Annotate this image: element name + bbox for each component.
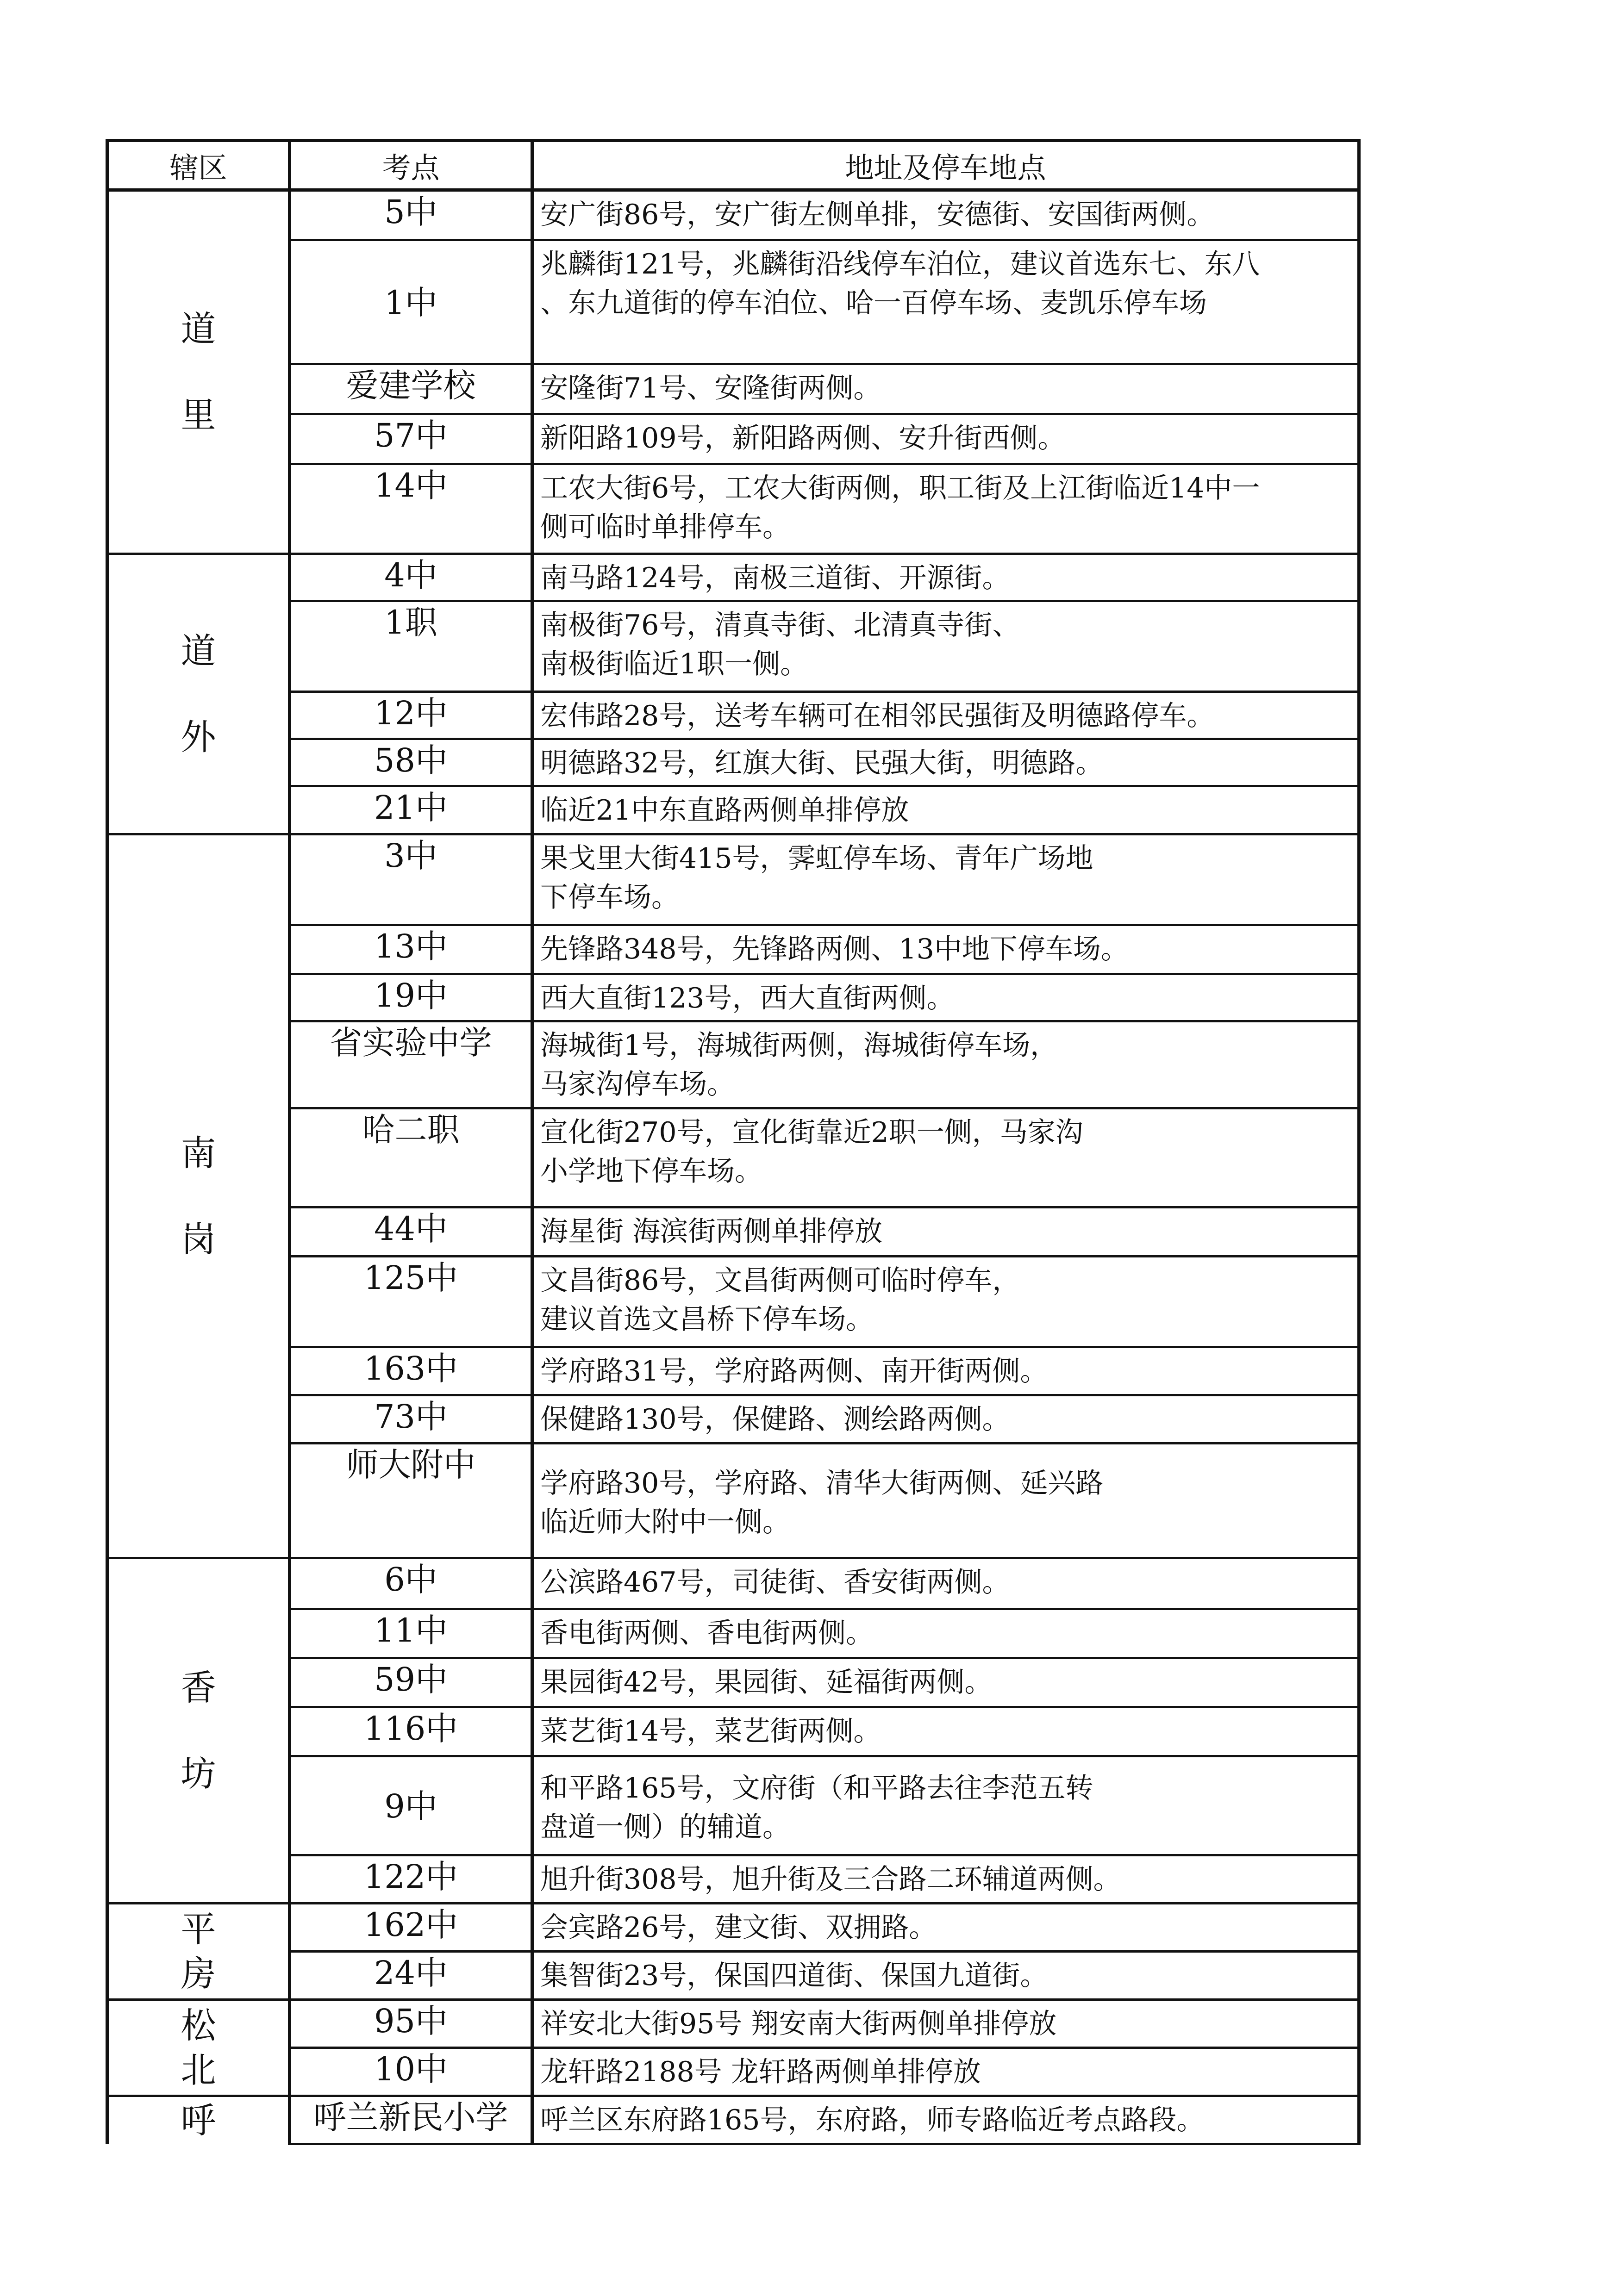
exam-site-cell: 73中 [290,1395,532,1444]
address-line: 南马路124号，南极三道街、开源街。 [540,562,1010,594]
header-row [107,141,1359,190]
header-exam-site: 考点 [290,141,532,190]
address-cell [532,2000,1359,2048]
table-row [107,601,1359,692]
address-cell [532,1658,1359,1707]
exam-site-cell: 11中 [290,1609,532,1658]
district-char: 呼 [181,2099,216,2141]
exam-site-cell: 44中 [290,1207,532,1257]
exam-site-cell: 59中 [290,1658,532,1707]
address-line: 临近21中东直路两侧单排停放 [540,794,909,827]
exam-site-cell: 6中 [290,1558,532,1609]
district-cell [107,1904,290,2000]
address-line: 侧可临时单排停车。 [540,511,790,543]
address-cell [532,1347,1359,1395]
table-row [107,786,1359,834]
address-line: 菜艺街14号，菜艺街两侧。 [540,1715,881,1748]
district-cell [107,554,290,834]
district-char: 岗 [181,1218,216,1260]
district-char: 平 [181,1908,216,1950]
address-line: 先锋路348号，先锋路两侧、13中地下停车场。 [540,933,1129,965]
address-cell [532,554,1359,601]
district-char: 香 [181,1667,216,1708]
table-row [107,974,1359,1021]
district-char: 外 [181,716,216,758]
table-row [107,1444,1359,1558]
table-row [107,692,1359,739]
district-char: 道 [181,308,216,349]
header-address-parking: 地址及停车地点 [532,141,1359,190]
address-line: 旭升街308号，旭升街及三合路二环辅道两侧。 [540,1863,1121,1896]
address-line: 小学地下停车场。 [540,1155,762,1188]
table-row [107,1021,1359,1108]
exam-site-cell: 爱建学校 [290,364,532,414]
exam-site-cell: 1职 [290,601,532,692]
address-cell [532,1108,1359,1207]
address-line: 呼兰区东府路165号，东府路，师专路临近考点路段。 [540,2104,1205,2136]
table-row [107,1108,1359,1207]
address-line: 龙轩路2188号 龙轩路两侧单排停放 [540,2056,981,2088]
address-line: 建议首选文昌桥下停车场。 [540,1303,874,1336]
address-line: 果园街42号，果园街、延福街两侧。 [540,1666,993,1699]
address-line: 学府路31号，学府路两侧、南开街两侧。 [540,1355,1048,1388]
district-cell [107,2000,290,2096]
exam-site-cell: 163中 [290,1347,532,1395]
address-cell [532,1707,1359,1756]
exam-site-cell: 57中 [290,414,532,464]
address-line: 保健路130号，保健路、测绘路两侧。 [540,1403,1010,1436]
header-district: 辖区 [107,141,290,190]
exam-site-cell: 13中 [290,925,532,974]
table-row [107,240,1359,364]
address-line: 祥安北大街95号 翔安南大街两侧单排停放 [540,2008,1057,2040]
exam-site-cell: 21中 [290,786,532,834]
table-row [107,1558,1359,1609]
table-row [107,464,1359,554]
address-line: 下停车场。 [540,881,679,914]
district-cell [107,190,290,554]
address-cell [532,464,1359,554]
address-cell [532,1207,1359,1257]
address-cell [532,1395,1359,1444]
address-line: 海星街 海滨街两侧单排停放 [540,1215,883,1248]
address-cell [532,925,1359,974]
address-cell [532,1257,1359,1347]
table-row [107,834,1359,925]
address-cell [532,974,1359,1021]
address-line: 安广街86号，安广街左侧单排，安德街、安国街两侧。 [540,199,1215,231]
district-char: 道 [181,630,216,672]
exam-site-table [106,139,1361,2145]
table-row [107,1257,1359,1347]
table-row [107,2096,1359,2144]
address-cell [532,834,1359,925]
address-line: 宣化街270号，宣化街靠近2职一侧，马家沟 [540,1116,1083,1149]
exam-site-cell: 162中 [290,1904,532,1952]
table-row [107,1395,1359,1444]
district-char: 房 [181,1953,216,1994]
address-cell [532,1952,1359,2000]
address-line: 临近师大附中一侧。 [540,1506,790,1538]
address-cell [532,414,1359,464]
table-row [107,1658,1359,1707]
address-line: 海城街1号，海城街两侧，海城街停车场， [540,1029,1058,1062]
address-cell [532,1904,1359,1952]
address-cell [532,1444,1359,1558]
address-line: 安隆街71号、安隆街两侧。 [540,372,881,404]
exam-site-cell: 125中 [290,1257,532,1347]
table-row [107,1904,1359,1952]
exam-site-cell: 3中 [290,834,532,925]
address-cell [532,1558,1359,1609]
exam-site-cell: 12中 [290,692,532,739]
address-line: 西大直街123号，西大直街两侧。 [540,982,955,1014]
address-line: 果戈里大街415号，霁虹停车场、青年广场地 [540,842,1093,875]
exam-site-cell: 24中 [290,1952,532,2000]
address-line: 和平路165号，文府街（和平路去往李范五转 [540,1772,1093,1804]
table-body [107,190,1359,2144]
address-cell [532,2048,1359,2096]
address-cell [532,1021,1359,1108]
address-cell [532,364,1359,414]
table-row [107,925,1359,974]
address-line: 宏伟路28号，送考车辆可在相邻民强街及明德路停车。 [540,700,1215,732]
address-cell [532,739,1359,786]
address-line: 兆麟街121号，兆麟街沿线停车泊位，建议首选东七、东八 [540,248,1260,280]
exam-site-cell: 116中 [290,1707,532,1756]
address-cell [532,240,1359,364]
table-row [107,739,1359,786]
exam-site-cell: 4中 [290,554,532,601]
address-cell [532,601,1359,692]
table-row [107,414,1359,464]
exam-site-cell: 省实验中学 [290,1021,532,1108]
address-line: 工农大街6号，工农大街两侧，职工街及上江街临近14中一 [540,472,1260,504]
address-line: 南极街76号，清真寺街、北清真寺街、 [540,609,1020,641]
district-char: 坊 [181,1753,216,1794]
table-row [107,1952,1359,2000]
exam-site-cell: 5中 [290,190,532,240]
exam-site-cell: 1中 [290,240,532,364]
address-line: 会宾路26号，建文街、双拥路。 [540,1911,937,1944]
exam-site-cell: 19中 [290,974,532,1021]
district-char: 松 [181,2004,216,2046]
exam-site-cell: 95中 [290,2000,532,2048]
table-row [107,1609,1359,1658]
exam-site-cell: 58中 [290,739,532,786]
address-line: 新阳路109号，新阳路两侧、安升街西侧。 [540,422,1066,454]
district-cell [107,834,290,1558]
table-row [107,1855,1359,1904]
table-row [107,554,1359,601]
address-cell [532,190,1359,240]
exam-site-cell: 14中 [290,464,532,554]
address-cell [532,1855,1359,1904]
address-line: 南极街临近1职一侧。 [540,648,808,680]
district-char: 南 [181,1132,216,1174]
exam-site-cell: 10中 [290,2048,532,2096]
address-line: 公滨路467号，司徒街、香安街两侧。 [540,1566,1010,1599]
district-char: 里 [181,394,216,436]
district-cell [107,2096,290,2144]
address-cell [532,1609,1359,1658]
address-cell [532,786,1359,834]
table-row [107,190,1359,240]
address-cell [532,1756,1359,1855]
address-cell [532,692,1359,739]
exam-site-cell: 哈二职 [290,1108,532,1207]
exam-site-cell: 122中 [290,1855,532,1904]
address-line: 集智街23号，保国四道街、保国九道街。 [540,1960,1048,1992]
address-line: 明德路32号，红旗大街、民强大街，明德路。 [540,747,1104,779]
table-row [107,1347,1359,1395]
address-line: 盘道一侧）的辅道。 [540,1811,790,1843]
exam-site-cell: 师大附中 [290,1444,532,1558]
address-line: 香电街两侧、香电街两侧。 [540,1617,874,1649]
address-line: 、东九道街的停车泊位、哈一百停车场、麦凯乐停车场 [540,287,1207,319]
exam-site-cell: 呼兰新民小学 [290,2096,532,2144]
table-row [107,2000,1359,2048]
address-line: 学府路30号，学府路、清华大街两侧、延兴路 [540,1467,1104,1500]
address-cell [532,2096,1359,2144]
table-row [107,1207,1359,1257]
address-line: 文昌街86号，文昌街两侧可临时停车， [540,1264,1020,1297]
district-char: 北 [181,2049,216,2091]
exam-site-cell: 9中 [290,1756,532,1855]
address-line: 马家沟停车场。 [540,1068,735,1101]
table-row [107,1707,1359,1756]
table-row [107,364,1359,414]
table-row [107,1756,1359,1855]
district-cell [107,1558,290,1904]
table-row [107,2048,1359,2096]
